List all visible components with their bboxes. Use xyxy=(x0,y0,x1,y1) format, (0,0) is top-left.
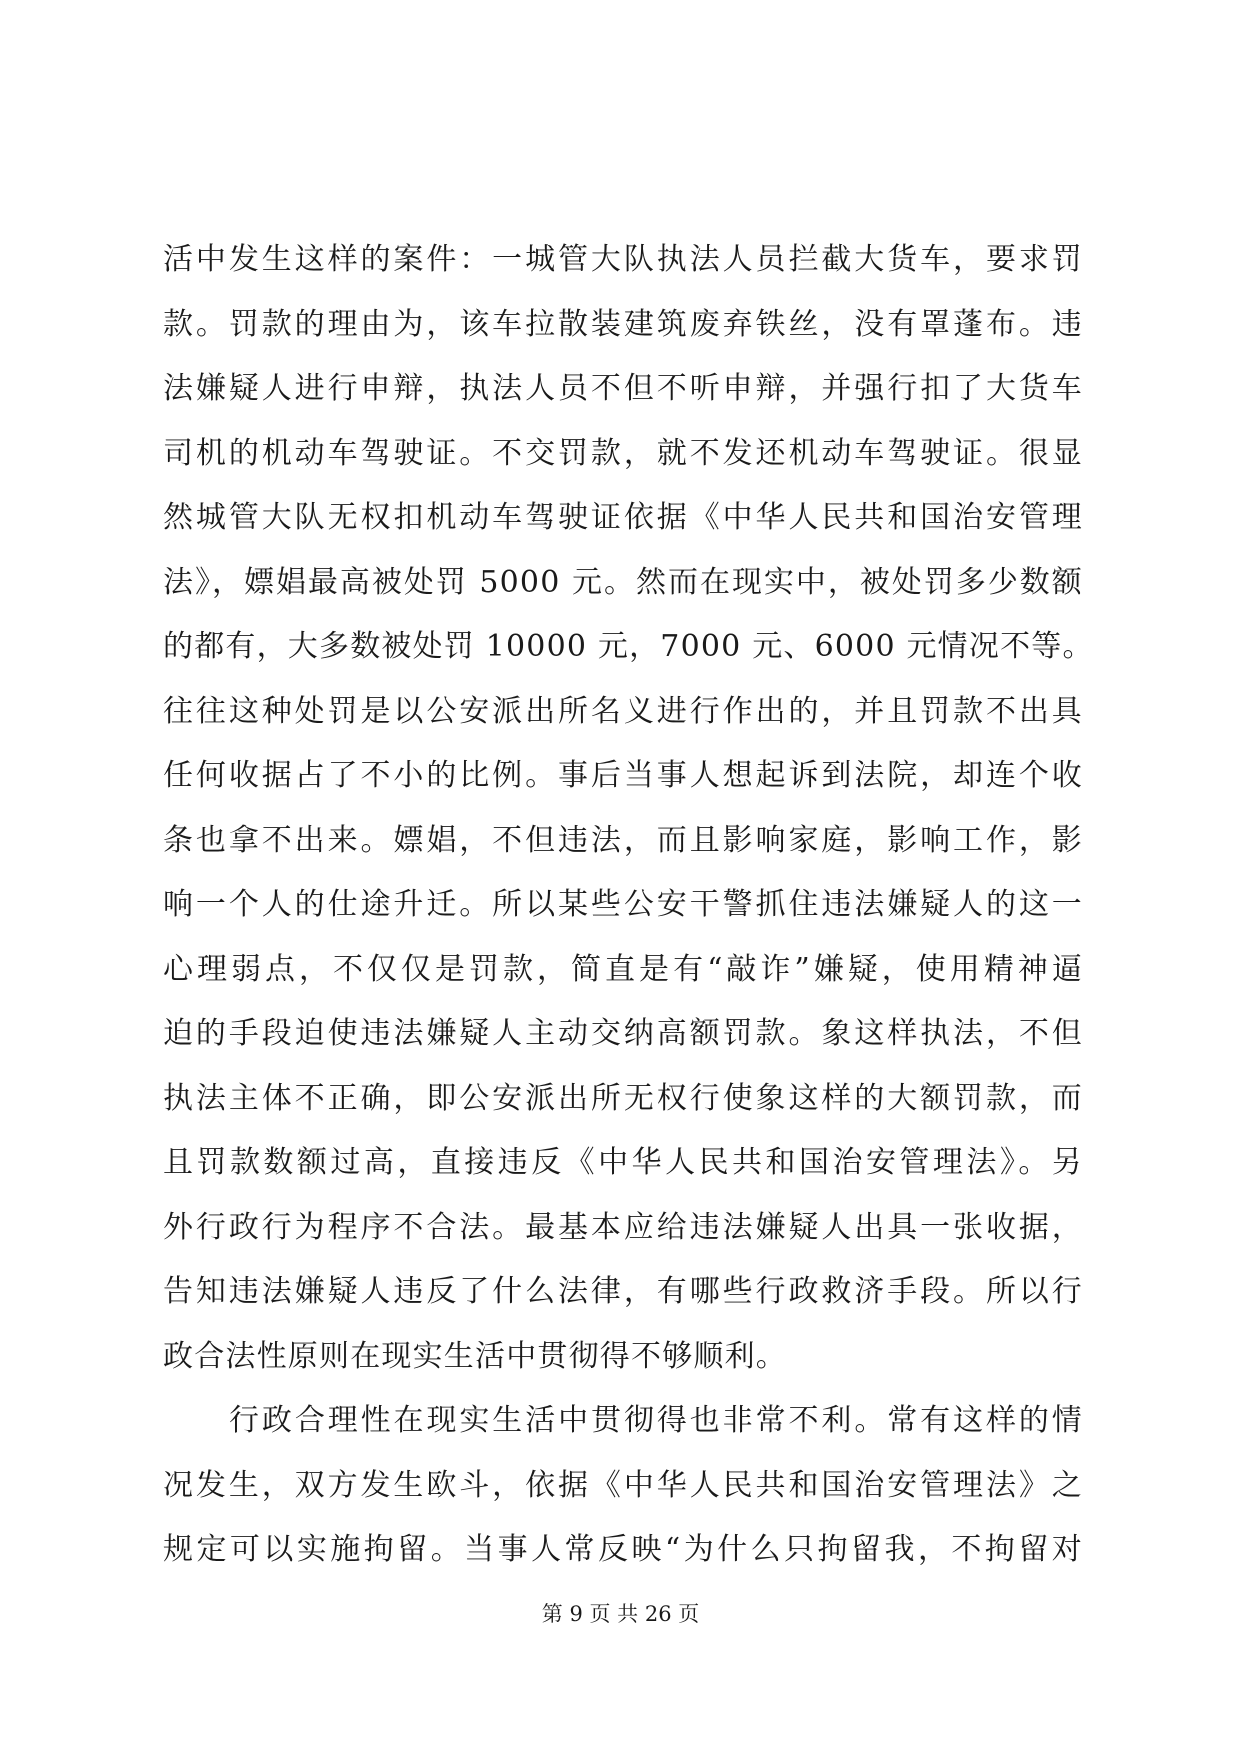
text-line: 条也拿不出来。嫖娼，不但违法，而且影响家庭，影响工作，影 xyxy=(163,822,1083,858)
text-line: 政合法性原则在现实生活中贯彻得不够顺利。 xyxy=(163,1338,787,1374)
text-line: 规定可以实施拘留。当事人常反映“为什么只拘留我，不拘留对 xyxy=(163,1532,1083,1567)
text-line: 况发生，双方发生欧斗，依据《中华人民共和国治安管理法》之 xyxy=(163,1467,1083,1503)
text-line: 的都有，大多数被处罚 10000 元，7000 元、6000 元情况不等。 xyxy=(163,629,1094,664)
text-line: 款。罚款的理由为，该车拉散装建筑废弃铁丝，没有罩蓬布。违 xyxy=(163,306,1083,342)
text-line: 迫的手段迫使违法嫌疑人主动交纳高额罚款。象这样执法，不但 xyxy=(163,1016,1083,1051)
text-line: 往往这种处罚是以公安派出所名义进行作出的，并且罚款不出具 xyxy=(163,693,1083,729)
text-line: 任何收据占了不小的比例。事后当事人想起诉到法院，却连个收 xyxy=(163,758,1083,793)
text-line: 心理弱点，不仅仅是罚款，简直是有“敲诈”嫌疑，使用精神逼 xyxy=(163,951,1083,987)
text-line: 活中发生这样的案件：一城管大队执法人员拦截大货车，要求罚 xyxy=(163,242,1083,277)
text-line: 告知违法嫌疑人违反了什么法律，有哪些行政救济手段。所以行 xyxy=(163,1274,1083,1309)
text-line: 司机的机动车驾驶证。不交罚款，就不发还机动车驾驶证。很显 xyxy=(163,435,1083,471)
text-line: 法》，嫖娼最高被处罚 5000 元。然而在现实中，被处罚多少数额 xyxy=(163,564,1083,600)
text-line: 然城管大队无权扣机动车驾驶证依据《中华人民共和国治安管理 xyxy=(163,500,1083,535)
text-line: 法嫌疑人进行申辩，执法人员不但不听申辩，并强行扣了大货车 xyxy=(163,371,1083,406)
document-body xyxy=(163,228,1094,1583)
page-footer: 第 9 页 共 26 页 xyxy=(541,1602,700,1626)
text-line: 行政合理性在现实生活中贯彻得也非常不利。常有这样的情 xyxy=(229,1403,1083,1438)
text-line: 外行政行为程序不合法。最基本应给违法嫌疑人出具一张收据， xyxy=(163,1209,1083,1245)
paragraph xyxy=(163,228,1094,1389)
paragraph xyxy=(163,1389,1083,1583)
text-line: 响一个人的仕途升迁。所以某些公安干警抓住违法嫌疑人的这一 xyxy=(163,887,1083,922)
text-line: 且罚款数额过高，直接违反《中华人民共和国治安管理法》。另 xyxy=(163,1145,1083,1180)
text-line: 执法主体不正确，即公安派出所无权行使象这样的大额罚款，而 xyxy=(163,1080,1083,1116)
